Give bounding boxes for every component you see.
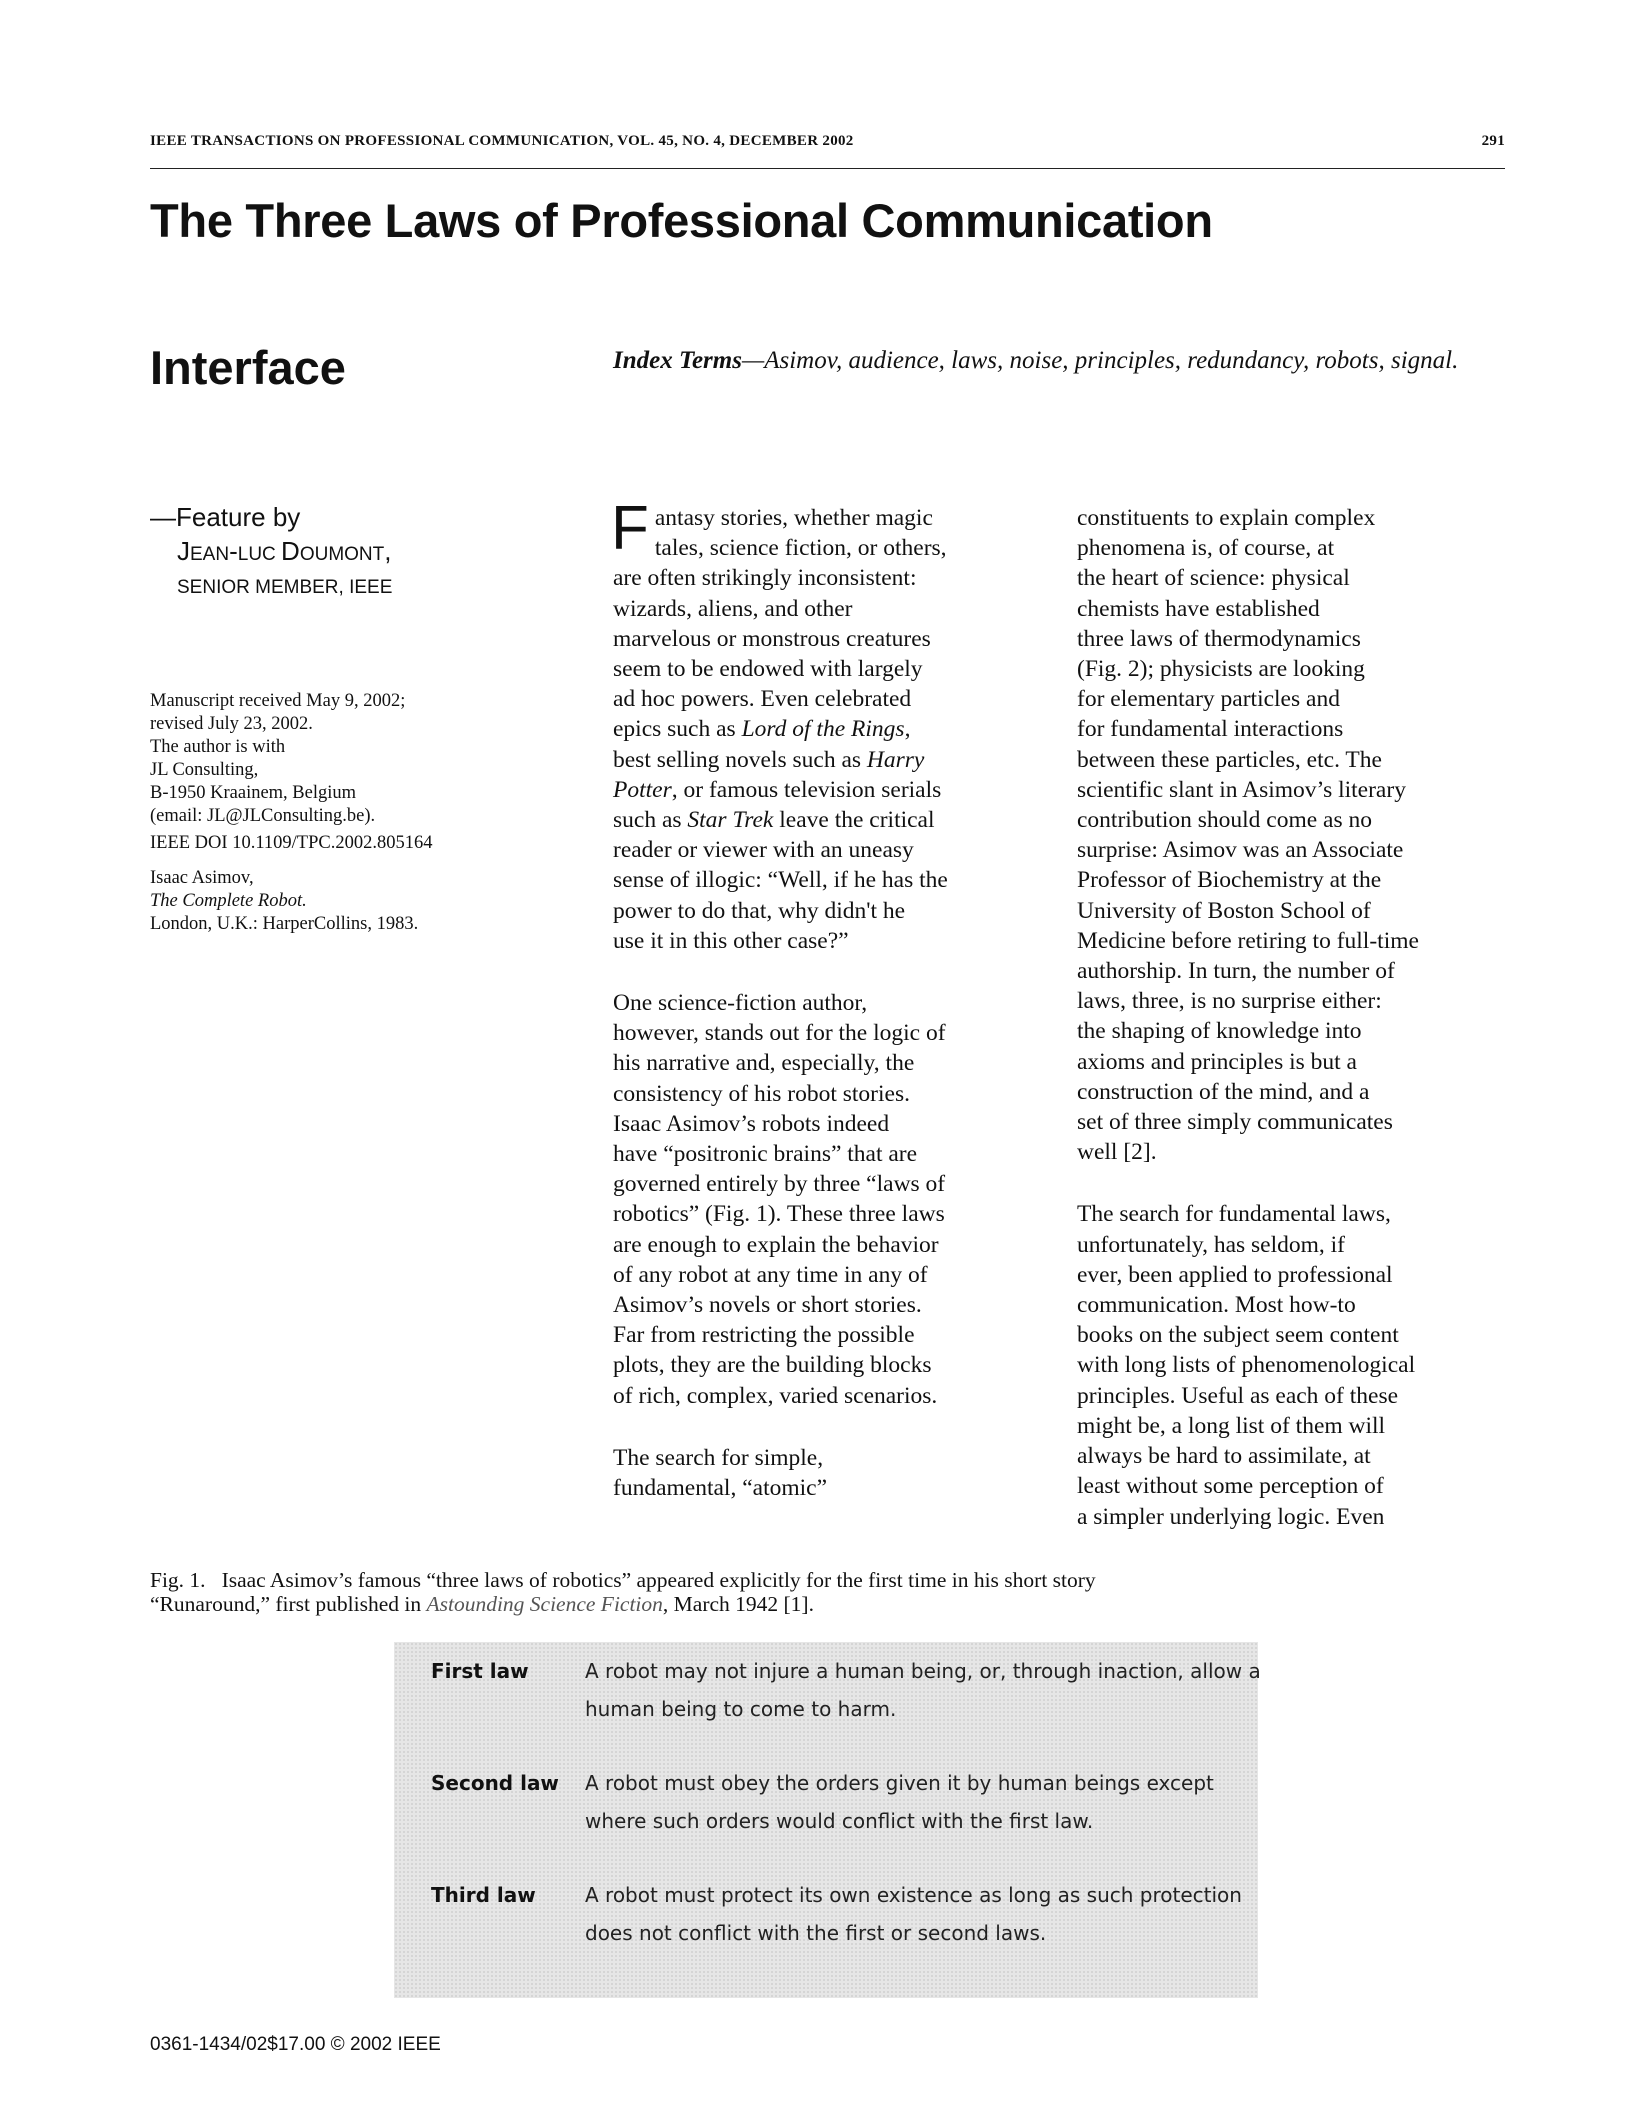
text-run: of any robot at any time in any of xyxy=(613,1261,928,1288)
text-run: a simpler underlying logic. Even xyxy=(1077,1503,1385,1530)
text-run: scientific slant in Asimov’s literary xyxy=(1077,776,1406,803)
body-column-1 xyxy=(611,494,1043,1503)
reference-publisher: London, U.K.: HarperCollins, 1983. xyxy=(150,914,419,934)
body-line xyxy=(613,563,1043,593)
body-line xyxy=(613,805,1043,835)
author-name-part: EAN xyxy=(190,544,230,565)
body-line xyxy=(1077,1471,1517,1501)
body-line xyxy=(1077,775,1517,805)
body-line xyxy=(1077,956,1517,986)
body-line xyxy=(1077,624,1517,654)
text-run: use it in this other case?” xyxy=(613,927,849,954)
law-name: Third law xyxy=(431,1883,536,1907)
text-run: ever, been applied to professional xyxy=(1077,1261,1393,1288)
body-line xyxy=(613,1169,1043,1199)
body-line xyxy=(1077,1016,1517,1046)
article-notes xyxy=(150,690,570,936)
figure-caption xyxy=(150,1568,1505,1616)
text-run: contribution should come as no xyxy=(1077,807,1373,834)
index-terms xyxy=(613,344,1513,377)
text-run: governed entirely by three “laws of xyxy=(613,1171,946,1198)
body-line xyxy=(1077,926,1517,956)
manuscript-line: revised July 23, 2002. xyxy=(150,714,313,734)
text-run: his narrative and, especially, the xyxy=(613,1050,915,1077)
body-paragraph xyxy=(1077,1199,1517,1531)
text-run: consistency of his robot stories. xyxy=(613,1080,910,1107)
text-run: have “positronic brains” that are xyxy=(613,1141,918,1168)
page-number: 291 xyxy=(1481,133,1505,149)
body-line xyxy=(1077,594,1517,624)
text-run: phenomena is, of course, at xyxy=(1077,535,1335,562)
author-name-part: D xyxy=(281,536,300,566)
body-line xyxy=(613,835,1043,865)
text-run: fundamental, “atomic” xyxy=(613,1475,828,1502)
text-run: wizards, aliens, and other xyxy=(613,595,853,622)
text-run: for fundamental interactions xyxy=(1077,716,1344,743)
text-run: ad hoc powers. Even celebrated xyxy=(613,686,912,713)
text-run: leave the critical xyxy=(773,807,935,834)
caption-text-1: Isaac Asimov’s famous “three laws of robotics” appeared explicitly for the first time in his short story xyxy=(221,1568,1096,1592)
manuscript-info xyxy=(150,690,570,828)
text-run: with long lists of phenomenological xyxy=(1077,1352,1416,1379)
manuscript-line: The author is with xyxy=(150,737,286,757)
body-column-2 xyxy=(1077,503,1517,1532)
body-line xyxy=(613,1290,1043,1320)
body-line xyxy=(613,745,1043,775)
caption-magazine: Astounding Science Fiction xyxy=(426,1592,663,1616)
text-run: principles. Useful as each of these xyxy=(1077,1382,1399,1409)
body-line xyxy=(613,684,1043,714)
text-run: Isaac Asimov’s robots indeed xyxy=(613,1110,890,1137)
index-terms-label: Index Terms xyxy=(613,347,742,374)
italic-title: Harry xyxy=(866,746,925,773)
body-line xyxy=(1077,745,1517,775)
journal-info: IEEE TRANSACTIONS ON PROFESSIONAL COMMUNICATION, VOL. 45, NO. 4, DECEMBER 2002 xyxy=(150,133,854,149)
body-line xyxy=(1077,714,1517,744)
italic-title: Lord of the Rings xyxy=(741,716,905,743)
text-run: such as xyxy=(613,807,688,834)
caption-line-1 xyxy=(150,1568,1505,1592)
text-run: marvelous or monstrous creatures xyxy=(613,625,931,652)
body-line xyxy=(1077,654,1517,684)
body-line xyxy=(613,1048,1043,1078)
body-line xyxy=(1077,684,1517,714)
body-line xyxy=(1077,1107,1517,1137)
text-run: are enough to explain the behavior xyxy=(613,1231,939,1258)
text-run: well [2]. xyxy=(1077,1139,1157,1166)
text-run: tales, science fiction, or others, xyxy=(654,535,947,562)
body-paragraph xyxy=(613,988,1043,1411)
text-run: One science-fiction author, xyxy=(613,990,868,1017)
body-line xyxy=(1077,805,1517,835)
text-run: The search for simple, xyxy=(613,1444,824,1471)
laws-figure xyxy=(394,1642,1261,1998)
body-line xyxy=(613,1320,1043,1350)
caption-line-2 xyxy=(150,1592,1505,1616)
reference-book: The Complete Robot. xyxy=(150,891,307,911)
text-run: epics such as xyxy=(613,716,742,743)
text-run: between these particles, etc. The xyxy=(1077,746,1382,773)
italic-title: Potter xyxy=(613,776,672,803)
text-run: authorship. In turn, the number of xyxy=(1077,958,1395,985)
text-run: University of Boston School of xyxy=(1077,897,1371,924)
body-line xyxy=(613,926,1043,956)
paragraph-gap xyxy=(613,956,1043,988)
body-line xyxy=(613,1443,1043,1473)
law-text: A robot must obey the orders given it by human beings except where such orders would conflict with the first law. xyxy=(585,1771,1214,1833)
section-heading: Interface xyxy=(150,341,346,394)
body-line xyxy=(1077,1411,1517,1441)
running-header xyxy=(150,133,1505,150)
manuscript-line: JL Consulting, xyxy=(150,760,259,780)
body-line xyxy=(1077,1441,1517,1471)
body-paragraph xyxy=(613,1443,1043,1503)
text-run: sense of illogic: “Well, if he has the xyxy=(613,867,948,894)
text-run: communication. Most how-to xyxy=(1077,1292,1356,1319)
body-line xyxy=(1077,896,1517,926)
caption-text-3: , March 1942 [1]. xyxy=(662,1592,814,1616)
law-name: First law xyxy=(431,1659,529,1683)
figure-label: Fig. 1. xyxy=(150,1568,206,1592)
text-run: however, stands out for the logic of xyxy=(613,1020,946,1047)
text-run: for elementary particles and xyxy=(1077,686,1340,713)
text-run: the heart of science: physical xyxy=(1077,565,1350,592)
author-affiliation: SENIOR MEMBER, IEEE xyxy=(177,577,393,598)
text-run: (Fig. 2); physicists are looking xyxy=(1077,656,1365,683)
text-run: might be, a long list of them will xyxy=(1077,1412,1386,1439)
text-run: robotics” (Fig. 1). These three laws xyxy=(613,1201,945,1228)
body-line xyxy=(1077,1199,1517,1229)
text-run: best selling novels such as xyxy=(613,746,867,773)
text-run: axioms and principles is but a xyxy=(1077,1048,1357,1075)
author-name xyxy=(150,534,392,572)
text-run: books on the subject seem content xyxy=(1077,1322,1399,1349)
text-run: unfortunately, has seldom, if xyxy=(1077,1231,1346,1258)
text-run: , xyxy=(904,716,911,743)
paragraph-gap xyxy=(1077,1167,1517,1199)
body-line xyxy=(1077,1137,1517,1167)
body-line xyxy=(613,533,1043,563)
author-name-part: , xyxy=(384,536,392,566)
body-line xyxy=(1077,1260,1517,1290)
body-line xyxy=(1077,1077,1517,1107)
body-line xyxy=(613,1381,1043,1411)
text-run: surprise: Asimov was an Associate xyxy=(1077,837,1404,864)
body-line xyxy=(1077,1047,1517,1077)
body-line xyxy=(1077,1350,1517,1380)
text-run: power to do that, why didn't he xyxy=(613,897,906,924)
body-line xyxy=(613,594,1043,624)
author-name-part: LUC xyxy=(237,544,282,565)
text-run: of rich, complex, varied scenarios. xyxy=(613,1382,938,1409)
law-text: A robot may not injure a human being, or, through inaction, allow a human being to come to harm. xyxy=(585,1659,1261,1721)
body-line xyxy=(613,714,1043,744)
body-line xyxy=(1077,865,1517,895)
body-line xyxy=(613,1109,1043,1139)
body-line xyxy=(613,896,1043,926)
author-name-part: - xyxy=(229,536,238,566)
body-line xyxy=(1077,1290,1517,1320)
text-run: Far from restricting the possible xyxy=(613,1322,915,1349)
body-line xyxy=(613,1260,1043,1290)
index-terms-text: Asimov, audience, laws, noise, principles, redundancy, robots, signal. xyxy=(764,347,1459,374)
body-paragraph xyxy=(1077,503,1517,1167)
text-run: The search for fundamental laws, xyxy=(1077,1201,1391,1228)
copyright: 0361-1434/02$17.00 © 2002 IEEE xyxy=(150,2034,441,2055)
text-run: the shaping of knowledge into xyxy=(1077,1018,1362,1045)
text-run: are often strikingly inconsistent: xyxy=(613,565,917,592)
manuscript-line: Manuscript received May 9, 2002; xyxy=(150,691,406,711)
text-run: Medicine before retiring to full-time xyxy=(1077,927,1419,954)
text-run: Asimov’s novels or short stories. xyxy=(613,1292,922,1319)
text-run: laws, three, is no surprise either: xyxy=(1077,988,1382,1015)
text-run: seem to be endowed with largely xyxy=(613,656,923,683)
body-line xyxy=(613,1079,1043,1109)
text-run: reader or viewer with an uneasy xyxy=(613,837,914,864)
text-run: least without some perception of xyxy=(1077,1473,1384,1500)
law-name: Second law xyxy=(431,1771,559,1795)
law-text: A robot must protect its own existence as long as such protection does not conflict with the first or second laws. xyxy=(585,1883,1242,1945)
body-line xyxy=(1077,1320,1517,1350)
body-line xyxy=(1077,1230,1517,1260)
body-line xyxy=(1077,835,1517,865)
body-line xyxy=(613,624,1043,654)
text-run: three laws of thermodynamics xyxy=(1077,625,1361,652)
author-name-part: J xyxy=(177,536,190,566)
body-line xyxy=(613,1139,1043,1169)
body-line xyxy=(1077,1381,1517,1411)
article-title: The Three Laws of Professional Communication xyxy=(150,194,1213,247)
body-line xyxy=(1077,563,1517,593)
body-line xyxy=(613,1230,1043,1260)
text-run: always be hard to assimilate, at xyxy=(1077,1443,1371,1470)
text-run: chemists have established xyxy=(1077,595,1320,622)
author-name-part: OUMONT xyxy=(299,544,385,565)
paragraph-gap xyxy=(613,1411,1043,1443)
byline xyxy=(150,500,392,604)
body-line xyxy=(1077,1502,1517,1532)
reference-author: Isaac Asimov, xyxy=(150,868,254,888)
text-run: set of three simply communicates xyxy=(1077,1109,1393,1136)
text-run: constituents to explain complex xyxy=(1077,505,1376,531)
doi: IEEE DOI 10.1109/TPC.2002.805164 xyxy=(150,833,433,853)
body-line xyxy=(613,775,1043,805)
body-paragraph xyxy=(611,494,1043,956)
text-run: construction of the mind, and a xyxy=(1077,1078,1370,1105)
body-line xyxy=(1077,503,1517,533)
text-run: Professor of Biochemistry at the xyxy=(1077,867,1382,894)
italic-title: Star Trek xyxy=(687,807,774,834)
body-line xyxy=(613,1473,1043,1503)
body-line xyxy=(1077,533,1517,563)
body-line xyxy=(613,654,1043,684)
drop-cap: F xyxy=(611,494,649,563)
manuscript-line: B-1950 Kraainem, Belgium xyxy=(150,783,357,803)
header-rule xyxy=(150,168,1505,169)
text-run: , or famous television serials xyxy=(671,776,942,803)
body-line xyxy=(1077,986,1517,1016)
text-run: antasy stories, whether magic xyxy=(654,505,933,531)
body-line xyxy=(613,503,1043,533)
text-run: plots, they are the building blocks xyxy=(613,1352,932,1379)
body-line xyxy=(613,1199,1043,1229)
body-line xyxy=(613,865,1043,895)
manuscript-line: (email: JL@JLConsulting.be). xyxy=(150,806,376,826)
body-line xyxy=(613,988,1043,1018)
caption-text-2: “Runaround,” first published in xyxy=(150,1592,427,1616)
body-line xyxy=(613,1018,1043,1048)
index-terms-dash: — xyxy=(741,347,765,374)
body-line xyxy=(613,1350,1043,1380)
byline-prefix: —Feature by xyxy=(150,502,301,532)
